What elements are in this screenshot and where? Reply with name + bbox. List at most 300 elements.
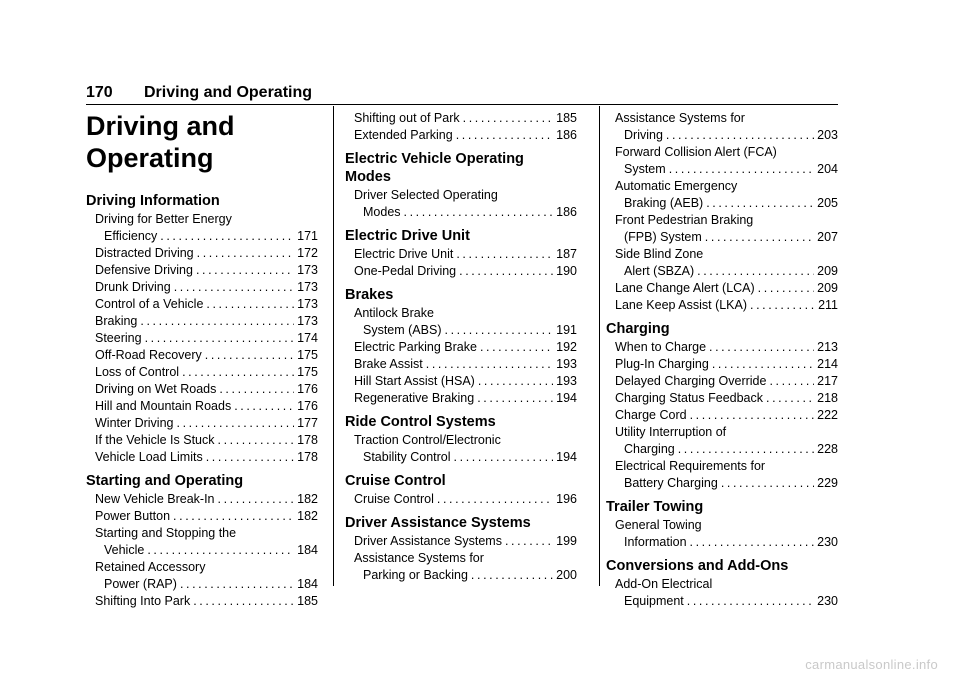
toc-entry-page: 191 [556,323,577,337]
toc-entry-page: 213 [817,340,838,354]
dot-leader [706,195,814,212]
dot-leader [712,356,814,373]
toc-entry-line [354,246,577,263]
dot-leader [206,449,294,466]
toc-entry[interactable] [606,339,838,356]
toc-entry-title: Regenerative Braking [354,391,475,405]
toc-entry-title: Control of a Vehicle [95,297,204,311]
toc-group-heading-line: Starting and Operating [86,473,244,489]
toc-group-heading[interactable] [86,192,318,210]
toc-entry-line [95,542,318,559]
toc-entry-page: 194 [556,391,577,405]
toc-entry-title: General Towing [615,518,702,532]
toc-entry[interactable] [86,381,318,398]
dot-leader [147,542,294,559]
toc-entry[interactable] [86,559,318,593]
toc-group-heading-line: Electric Drive Unit [345,228,470,244]
toc-entry-title-continued: Alert (SBZA) [624,264,695,278]
toc-entry-line [615,534,838,551]
toc-entry-line [95,313,318,330]
toc-entry[interactable] [86,398,318,415]
toc-entry-page: 209 [817,281,838,295]
toc-group-heading-line: Brakes [345,287,394,303]
toc-entry-line [95,296,318,313]
toc-entry-list [345,533,577,584]
toc-entry-list [345,432,577,466]
toc-column-2 [345,109,577,584]
toc-entry-page: 217 [817,374,838,388]
dot-leader [477,390,553,407]
toc-entry-list [86,491,318,610]
toc-entry-title: When to Charge [615,340,707,354]
toc-entry-title: Lane Change Alert (LCA) [615,281,755,295]
dot-leader [218,491,295,508]
toc-entry-line [95,432,318,449]
toc-group [606,320,838,492]
toc-entry-page: 176 [297,399,318,413]
dot-leader [234,398,294,415]
toc-group [345,227,577,280]
toc-group-heading[interactable] [345,227,577,245]
toc-entry-page: 178 [297,450,318,464]
dot-leader [459,263,553,280]
toc-entry-line [615,373,838,390]
toc-group-heading[interactable] [345,286,577,304]
toc-group-heading[interactable] [606,557,838,575]
toc-entry-page: 190 [556,264,577,278]
toc-entry-title-continued: Modes [363,205,401,219]
toc-entry-title-continued: Information [624,535,687,549]
dot-leader [445,322,554,339]
toc-entry-page: 222 [817,408,838,422]
toc-group-heading[interactable] [345,413,577,431]
toc-entry-title: Shifting out of Park [354,111,460,125]
toc-entry-line [95,398,318,415]
toc-entry-list [606,339,838,492]
toc-entry-title-continued: Equipment [624,594,684,608]
dot-leader [666,127,814,144]
dot-leader [219,381,294,398]
toc-entry[interactable] [606,144,838,178]
toc-entry[interactable] [345,339,577,356]
toc-entry-page: 176 [297,382,318,396]
dot-leader [177,415,295,432]
dot-leader [182,364,294,381]
toc-entry-line [354,491,577,508]
dot-leader [766,390,814,407]
toc-entry-title-continued: Stability Control [363,450,451,464]
dot-leader [750,297,815,314]
dot-leader [193,593,294,610]
toc-entry-list [345,187,577,221]
toc-group-heading[interactable] [606,498,838,516]
toc-entry-title: Electric Parking Brake [354,340,477,354]
toc-entry-line [615,195,838,212]
toc-entry-line [354,390,577,407]
toc-entry-line [615,280,838,297]
toc-entry-line [354,449,577,466]
toc-entry[interactable] [606,212,838,246]
toc-entry-title: Extended Parking [354,128,453,142]
column-divider-2 [599,106,600,586]
toc-entry[interactable] [606,458,838,492]
toc-entry-page: 174 [297,331,318,345]
toc-entry-title: Steering [95,331,142,345]
dot-leader [690,407,815,424]
toc-group [345,514,577,584]
toc-entry-title: Utility Interruption of [615,425,727,439]
toc-entry-title-continued: Charging [624,442,675,456]
toc-entry-line [95,491,318,508]
toc-entry-page: 184 [297,543,318,557]
toc-group-heading[interactable] [345,150,577,186]
dot-leader [145,330,295,347]
toc-entry-list [345,491,577,508]
toc-group [345,413,577,466]
toc-entry-title-continued: Battery Charging [624,476,718,490]
toc-entry[interactable] [86,364,318,381]
toc-entry-title-continued: Vehicle [104,543,145,557]
dot-leader [426,356,553,373]
toc-entry-page: 196 [556,492,577,506]
toc-entry-page: 230 [817,594,838,608]
toc-group-heading-line: Driver Assistance Systems [345,515,531,531]
toc-entry[interactable] [606,178,838,212]
toc-entry[interactable] [345,127,577,144]
toc-entry[interactable] [345,533,577,550]
toc-entry[interactable] [345,373,577,390]
toc-entry[interactable] [606,373,838,390]
toc-entry-title: Winter Driving [95,416,174,430]
dot-leader [463,110,554,127]
toc-entry-line [95,262,318,279]
toc-group-heading[interactable] [86,472,318,490]
dot-leader [174,279,294,296]
toc-entry-page: 186 [556,205,577,219]
toc-entry-title-continued: (FPB) System [624,230,702,244]
toc-entry-line [615,263,838,280]
toc-group-heading-line: Modes [345,169,391,185]
toc-entry-line [615,229,838,246]
toc-group [345,286,577,407]
toc-entry-title: Brake Assist [354,357,423,371]
running-section-title: Driving and Operating [144,84,313,101]
toc-entry-title: Forward Collision Alert (FCA) [615,145,777,159]
toc-entry-page: 200 [556,568,577,582]
toc-entry-title: Hill Start Assist (HSA) [354,374,475,388]
toc-entry-page: 173 [297,314,318,328]
toc-entry-page: 199 [556,534,577,548]
toc-entry-page: 229 [817,476,838,490]
toc-entry-page: 214 [817,357,838,371]
dot-leader [197,245,295,262]
toc-entry-title: Vehicle Load Limits [95,450,203,464]
dot-leader [709,339,814,356]
toc-entry-title-continued: Driving [624,128,663,142]
toc-entry-line [615,407,838,424]
toc-entry-line [95,576,318,593]
dot-leader [404,204,554,221]
dot-leader [669,161,814,178]
toc-group-heading-line: Ride Control Systems [345,414,496,430]
toc-entry-line [95,228,318,245]
chapter-title-line-1: Driving and [86,111,235,141]
chapter-title-line-2: Operating [86,143,214,173]
dot-leader [180,576,294,593]
toc-entry-page: 193 [556,357,577,371]
toc-group-heading-line: Electric Vehicle Operating [345,151,524,167]
dot-leader [456,246,553,263]
toc-entry-line [615,297,838,314]
dot-leader [454,449,554,466]
toc-entry[interactable] [345,305,577,339]
toc-entry[interactable] [345,110,577,127]
toc-entry-line [95,330,318,347]
toc-group-heading-line: Conversions and Add-Ons [606,558,789,574]
dot-leader [437,491,553,508]
toc-entry-title: Charge Cord [615,408,687,422]
toc-entry-page: 173 [297,263,318,277]
toc-entry-page: 173 [297,297,318,311]
toc-entry-page: 186 [556,128,577,142]
dot-leader [678,441,814,458]
dot-leader [218,432,295,449]
toc-entry-page: 230 [817,535,838,549]
toc-entry-title: Charging Status Feedback [615,391,764,405]
toc-entry-page: 185 [297,594,318,608]
page-number: 170 [86,84,113,101]
toc-entry-title: Assistance Systems for [615,111,745,125]
toc-entry-page: 182 [297,509,318,523]
toc-entry[interactable] [606,424,838,458]
toc-entry-line [95,381,318,398]
toc-entry-title: Front Pedestrian Braking [615,213,754,227]
toc-entry[interactable] [606,356,838,373]
toc-entry-page: 218 [817,391,838,405]
toc-entry-title: Shifting Into Park [95,594,191,608]
toc-entry-title: Power Button [95,509,171,523]
toc-group [606,557,838,610]
toc-entry-page: 204 [817,162,838,176]
toc-entry-line [615,593,838,610]
toc-entry[interactable] [86,415,318,432]
toc-entry-page: 187 [556,247,577,261]
toc-entry-line [95,364,318,381]
toc-entry-title: New Vehicle Break-In [95,492,215,506]
toc-entry-title: Distracted Driving [95,246,194,260]
dot-leader [480,339,553,356]
toc-entry-title: Driver Assistance Systems [354,534,502,548]
watermark-text: carmanualsonline.info [805,657,938,672]
toc-entry[interactable] [86,491,318,508]
toc-entry-title: Automatic Emergency [615,179,738,193]
toc-group-heading-line: Charging [606,321,670,337]
toc-entry[interactable] [345,491,577,508]
toc-entry-title: Braking [95,314,138,328]
toc-group-heading[interactable] [345,514,577,532]
toc-entry-title: Driver Selected Operating [354,188,498,202]
toc-column-3 [606,109,838,610]
toc-entry[interactable] [345,187,577,221]
toc-entry-title: If the Vehicle Is Stuck [95,433,215,447]
toc-entry-line [354,127,577,144]
toc-entry-line [615,475,838,492]
toc-entry[interactable] [86,508,318,525]
toc-entry[interactable] [345,356,577,373]
toc-entry-line [354,567,577,584]
toc-group-heading-line: Trailer Towing [606,499,704,515]
toc-entry[interactable] [86,296,318,313]
chapter-title [86,110,326,174]
dot-leader [769,373,814,390]
toc-entry-title-continued: Efficiency [104,229,158,243]
toc-entry[interactable] [345,263,577,280]
toc-entry[interactable] [345,390,577,407]
toc-entry-page: 192 [556,340,577,354]
dot-leader [205,347,294,364]
toc-entry-line [615,390,838,407]
toc-entry-line [354,110,577,127]
toc-entry[interactable] [606,110,838,144]
dot-leader [173,508,294,525]
toc-group [345,150,577,221]
toc-entry[interactable] [86,449,318,466]
toc-entry-title: Traction Control/Electronic [354,433,501,447]
toc-entry-title-continued: Braking (AEB) [624,196,704,210]
toc-entry[interactable] [606,297,838,314]
toc-entry[interactable] [86,313,318,330]
dot-leader [206,296,294,313]
toc-entry-line [95,449,318,466]
toc-entry-title-continued: System (ABS) [363,323,442,337]
toc-entry[interactable] [606,407,838,424]
toc-entry-page: 182 [297,492,318,506]
dot-leader [456,127,553,144]
toc-entry[interactable] [86,211,318,245]
dot-leader [196,262,294,279]
toc-group-heading[interactable] [345,472,577,490]
toc-entry-title: Side Blind Zone [615,247,704,261]
toc-entry-page: 175 [297,365,318,379]
toc-group [345,472,577,508]
toc-entry-line [95,593,318,610]
toc-entry-page: 184 [297,577,318,591]
toc-entry-line [615,339,838,356]
toc-entry-line [354,339,577,356]
toc-entry-title-continued: System [624,162,666,176]
dot-leader [140,313,294,330]
toc-entry-title: Electrical Requirements for [615,459,766,473]
toc-entry[interactable] [86,245,318,262]
dot-leader [705,229,814,246]
dot-leader [721,475,814,492]
dot-leader [697,263,814,280]
toc-entry-title: Off-Road Recovery [95,348,202,362]
toc-entry-page: 177 [297,416,318,430]
toc-entry[interactable] [606,246,838,280]
toc-entry-title: Drunk Driving [95,280,171,294]
toc-entry[interactable] [86,330,318,347]
toc-group [345,110,577,144]
toc-entry-line [95,347,318,364]
toc-group-heading-line: Cruise Control [345,473,446,489]
dot-leader [758,280,814,297]
toc-entry-page: 173 [297,280,318,294]
toc-entry-title: Hill and Mountain Roads [95,399,232,413]
toc-entry-line [95,245,318,262]
toc-entry[interactable] [86,525,318,559]
toc-entry-page: 205 [817,196,838,210]
toc-entry-list [606,576,838,610]
toc-entry-line [95,279,318,296]
column-divider-1 [333,106,334,586]
toc-entry-line [354,356,577,373]
toc-entry-title: Antilock Brake [354,306,434,320]
toc-entry-page: 194 [556,450,577,464]
toc-column-1 [86,192,318,610]
toc-entry-title-continued: Parking or Backing [363,568,468,582]
dot-leader [690,534,815,551]
toc-entry[interactable] [345,432,577,466]
toc-entry-list [606,517,838,551]
toc-entry-title-continued: Power (RAP) [104,577,177,591]
toc-entry-line [354,204,577,221]
toc-entry-line [615,441,838,458]
toc-entry[interactable] [606,576,838,610]
toc-entry-page: 203 [817,128,838,142]
toc-entry-title: Loss of Control [95,365,180,379]
toc-group-heading[interactable] [606,320,838,338]
toc-entry[interactable] [86,432,318,449]
toc-entry-line [615,127,838,144]
toc-entry[interactable] [86,347,318,364]
toc-entry-title: Starting and Stopping the [95,526,237,540]
toc-entry-line [615,356,838,373]
toc-entry-page: 211 [818,298,838,312]
toc-entry[interactable] [86,593,318,610]
toc-entry-list [345,110,577,144]
dot-leader [471,567,553,584]
toc-entry-title: Delayed Charging Override [615,374,767,388]
toc-group [86,192,318,466]
toc-entry-page: 209 [817,264,838,278]
toc-group-heading-line: Driving Information [86,193,220,209]
toc-entry[interactable] [86,262,318,279]
toc-entry-list [345,246,577,280]
toc-entry-title: Cruise Control [354,492,434,506]
toc-entry-page: 171 [297,229,318,243]
toc-entry[interactable] [345,550,577,584]
toc-entry-list [345,305,577,407]
toc-entry-title: Lane Keep Assist (LKA) [615,298,748,312]
toc-entry-line [615,161,838,178]
toc-entry-title: Plug-In Charging [615,357,709,371]
toc-group [606,498,838,551]
toc-entry-list [606,110,838,314]
toc-entry-page: 207 [817,230,838,244]
toc-entry-page: 172 [297,246,318,260]
toc-entry-title: Add-On Electrical [615,577,713,591]
toc-entry[interactable] [606,280,838,297]
toc-entry[interactable] [86,279,318,296]
toc-entry-line [95,508,318,525]
toc-entry[interactable] [606,517,838,551]
toc-group [86,472,318,610]
toc-entry[interactable] [345,246,577,263]
toc-entry[interactable] [606,390,838,407]
toc-entry-title: One-Pedal Driving [354,264,457,278]
toc-entry-page: 185 [556,111,577,125]
